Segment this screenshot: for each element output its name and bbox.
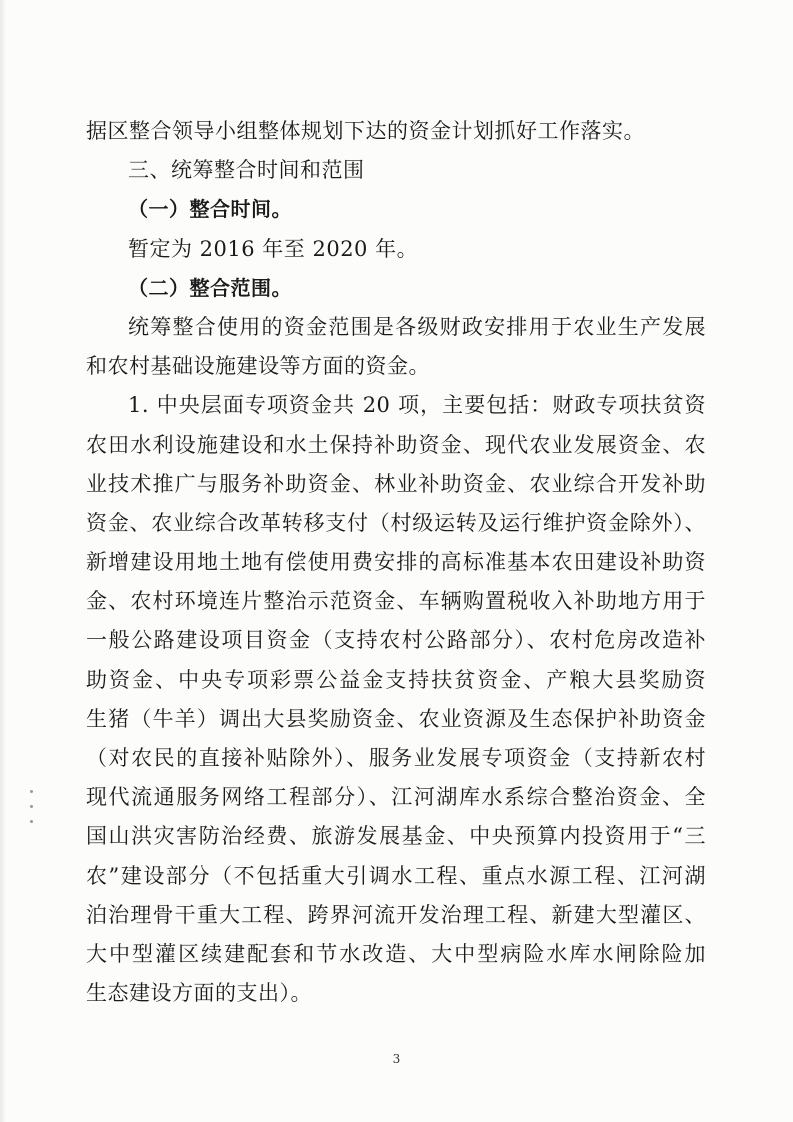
paragraph-item-1-line: 现代流通服务网络工程部分）、江河湖库水系综合整治资金、全 [86, 785, 706, 810]
section-heading: 三、统筹整合时间和范围 [128, 158, 365, 183]
paragraph-item-1-line: （对农民的直接补贴除外）、服务业发展专项资金（支持新农村 [86, 746, 706, 770]
binding-mark [30, 805, 33, 808]
paragraph-item-1-line: 农田水利设施建设和水土保持补助资金、现代农业发展资金、农 [86, 432, 706, 457]
subsection-heading-scope: （二）整合范围。 [128, 275, 292, 300]
subsection-heading-time: （一）整合时间。 [128, 197, 292, 222]
page-number: 3 [392, 1052, 401, 1066]
paragraph-scope-line: 统筹整合使用的资金范围是各级财政安排用于农业生产发展 [128, 314, 706, 339]
paragraph-item-1-line: 业技术推广与服务补助资金、林业补助资金、农业综合开发补助 [86, 471, 706, 496]
paragraph-item-1-line: 生猪（牛羊）调出大县奖励资金、农业资源及生态保护补助资金 [86, 706, 706, 731]
binding-hole-marks [30, 790, 38, 850]
paragraph-continuation: 据区整合领导小组整体规划下达的资金计划抓好工作落实。 [86, 119, 645, 143]
paragraph-item-1-line: 生态建设方面的支出）。 [86, 981, 312, 1006]
paragraph-item-1-line: 一般公路建设项目资金（支持农村公路部分）、农村危房改造补 [86, 628, 706, 653]
paragraph-item-1-line: 新增建设用地土地有偿使用费安排的高标准基本农田建设补助资 [86, 550, 706, 575]
paragraph-item-1-line: 助资金、中央专项彩票公益金支持扶贫资金、产粮大县奖励资 [86, 667, 706, 692]
body-text [86, 112, 706, 1013]
binding-mark [30, 820, 33, 823]
paragraph-item-1-line: 泊治理骨干重大工程、跨界河流开发治理工程、新建大型灌区、 [86, 902, 706, 927]
paragraph-item-1-line: 大中型灌区续建配套和节水改造、大中型病险水库水闸除险加 [86, 941, 706, 966]
paragraph-item-1-line: 国山洪灾害防治经费、旅游发展基金、中央预算内投资用于“三 [86, 824, 706, 849]
paragraph-item-1-line: 资金、农业综合改革转移支付（村级运转及运行维护资金除外）、 [86, 510, 706, 535]
scan-edge-shadow [0, 0, 6, 1122]
paragraph-item-1-line: 金、农村环境连片整治示范资金、车辆购置税收入补助地方用于 [86, 589, 706, 614]
paragraph-scope-line: 和农村基础设施建设等方面的资金。 [86, 354, 430, 379]
paragraph-item-1-line: 1. 中央层面专项资金共 20 项，主要包括：财政专项扶贫资 [128, 393, 706, 418]
paragraph-item-1-line: 农”建设部分（不包括重大引调水工程、重点水源工程、江河湖 [86, 863, 706, 888]
paragraph-time-range: 暂定为 2016 年至 2020 年。 [128, 236, 419, 261]
binding-mark [30, 790, 33, 793]
